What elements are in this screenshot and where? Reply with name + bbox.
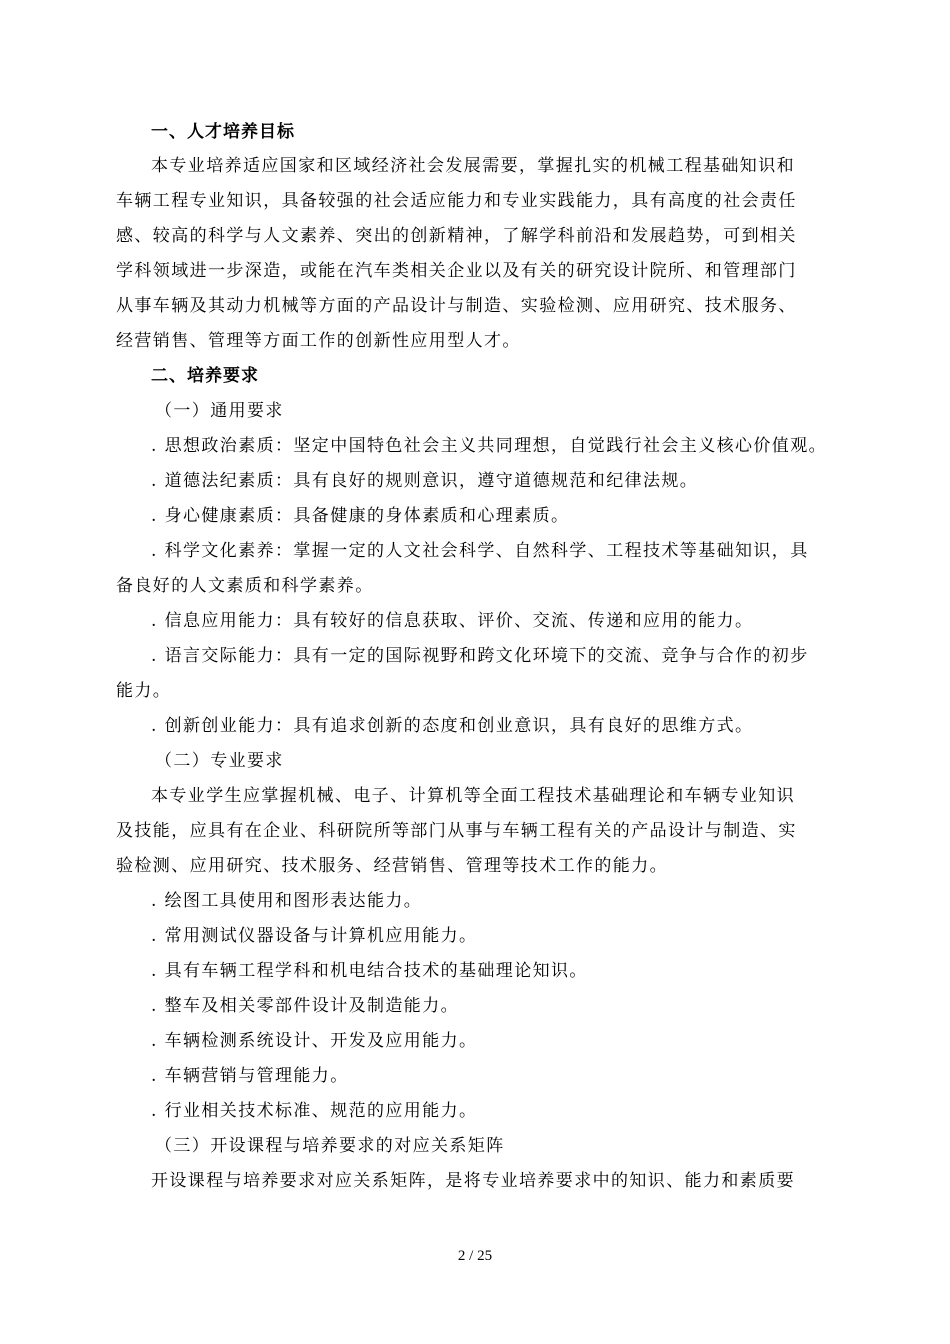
subheading-general: （一）通用要求 — [155, 401, 284, 421]
paragraph-line: 本专业培养适应国家和区域经济社会发展需要，掌握扎实的机械工程基础知识和 — [151, 156, 795, 176]
list-item: . 常用测试仪器设备与计算机应用能力。 — [151, 926, 478, 946]
list-item: . 身心健康素质：具备健康的身体素质和心理素质。 — [151, 506, 570, 526]
paragraph-line: 及技能，应具有在企业、科研院所等部门从事与车辆工程有关的产品设计与制造、实 — [116, 821, 797, 841]
heading-requirements: 二、培养要求 — [151, 366, 259, 386]
paragraph-line: 车辆工程专业知识，具备较强的社会适应能力和专业实践能力，具有高度的社会责任 — [116, 191, 797, 211]
list-item: . 创新创业能力：具有追求创新的态度和创业意识，具有良好的思维方式。 — [151, 716, 754, 736]
list-item-continuation: 备良好的人文素质和科学素养。 — [116, 576, 374, 596]
list-item: . 具有车辆工程学科和机电结合技术的基础理论知识。 — [151, 961, 588, 981]
list-item: . 绘图工具使用和图形表达能力。 — [151, 891, 423, 911]
paragraph-line: 验检测、应用研究、技术服务、经营销售、管理等技术工作的能力。 — [116, 856, 668, 876]
page-number: 2 / 25 — [457, 1248, 493, 1264]
list-item: . 科学文化素养：掌握一定的人文社会科学、自然科学、工程技术等基础知识，具 — [151, 541, 809, 561]
paragraph-line: 学科领域进一步深造，或能在汽车类相关企业以及有关的研究设计院所、和管理部门 — [116, 261, 797, 281]
paragraph-line: 从事车辆及其动力机械等方面的产品设计与制造、实验检测、应用研究、技术服务、 — [116, 296, 797, 316]
list-item: . 车辆检测系统设计、开发及应用能力。 — [151, 1031, 478, 1051]
list-item-continuation: 能力。 — [116, 681, 172, 701]
list-item: . 道德法纪素质：具有良好的规则意识，遵守道德规范和纪律法规。 — [151, 471, 699, 491]
subheading-professional: （二）专业要求 — [155, 751, 284, 771]
list-item: . 整车及相关零部件设计及制造能力。 — [151, 996, 460, 1016]
heading-talent-goal: 一、人才培养目标 — [151, 122, 295, 142]
list-item: . 信息应用能力：具有较好的信息获取、评价、交流、传递和应用的能力。 — [151, 611, 754, 631]
list-item: . 车辆营销与管理能力。 — [151, 1066, 349, 1086]
list-item: . 行业相关技术标准、规范的应用能力。 — [151, 1101, 478, 1121]
list-item: . 语言交际能力：具有一定的国际视野和跨文化环境下的交流、竞争与合作的初步 — [151, 646, 809, 666]
subheading-matrix: （三）开设课程与培养要求的对应关系矩阵 — [155, 1136, 505, 1156]
paragraph-line: 本专业学生应掌握机械、电子、计算机等全面工程技术基础理论和车辆专业知识 — [151, 786, 795, 806]
paragraph-line: 感、较高的科学与人文素养、突出的创新精神，了解学科前沿和发展趋势，可到相关 — [116, 226, 797, 246]
paragraph-line: 开设课程与培养要求对应关系矩阵，是将专业培养要求中的知识、能力和素质要 — [151, 1171, 795, 1191]
list-item: . 思想政治素质：坚定中国特色社会主义共同理想，自觉践行社会主义核心价值观。 — [151, 436, 828, 456]
paragraph-line: 经营销售、管理等方面工作的创新性应用型人才。 — [116, 331, 521, 351]
